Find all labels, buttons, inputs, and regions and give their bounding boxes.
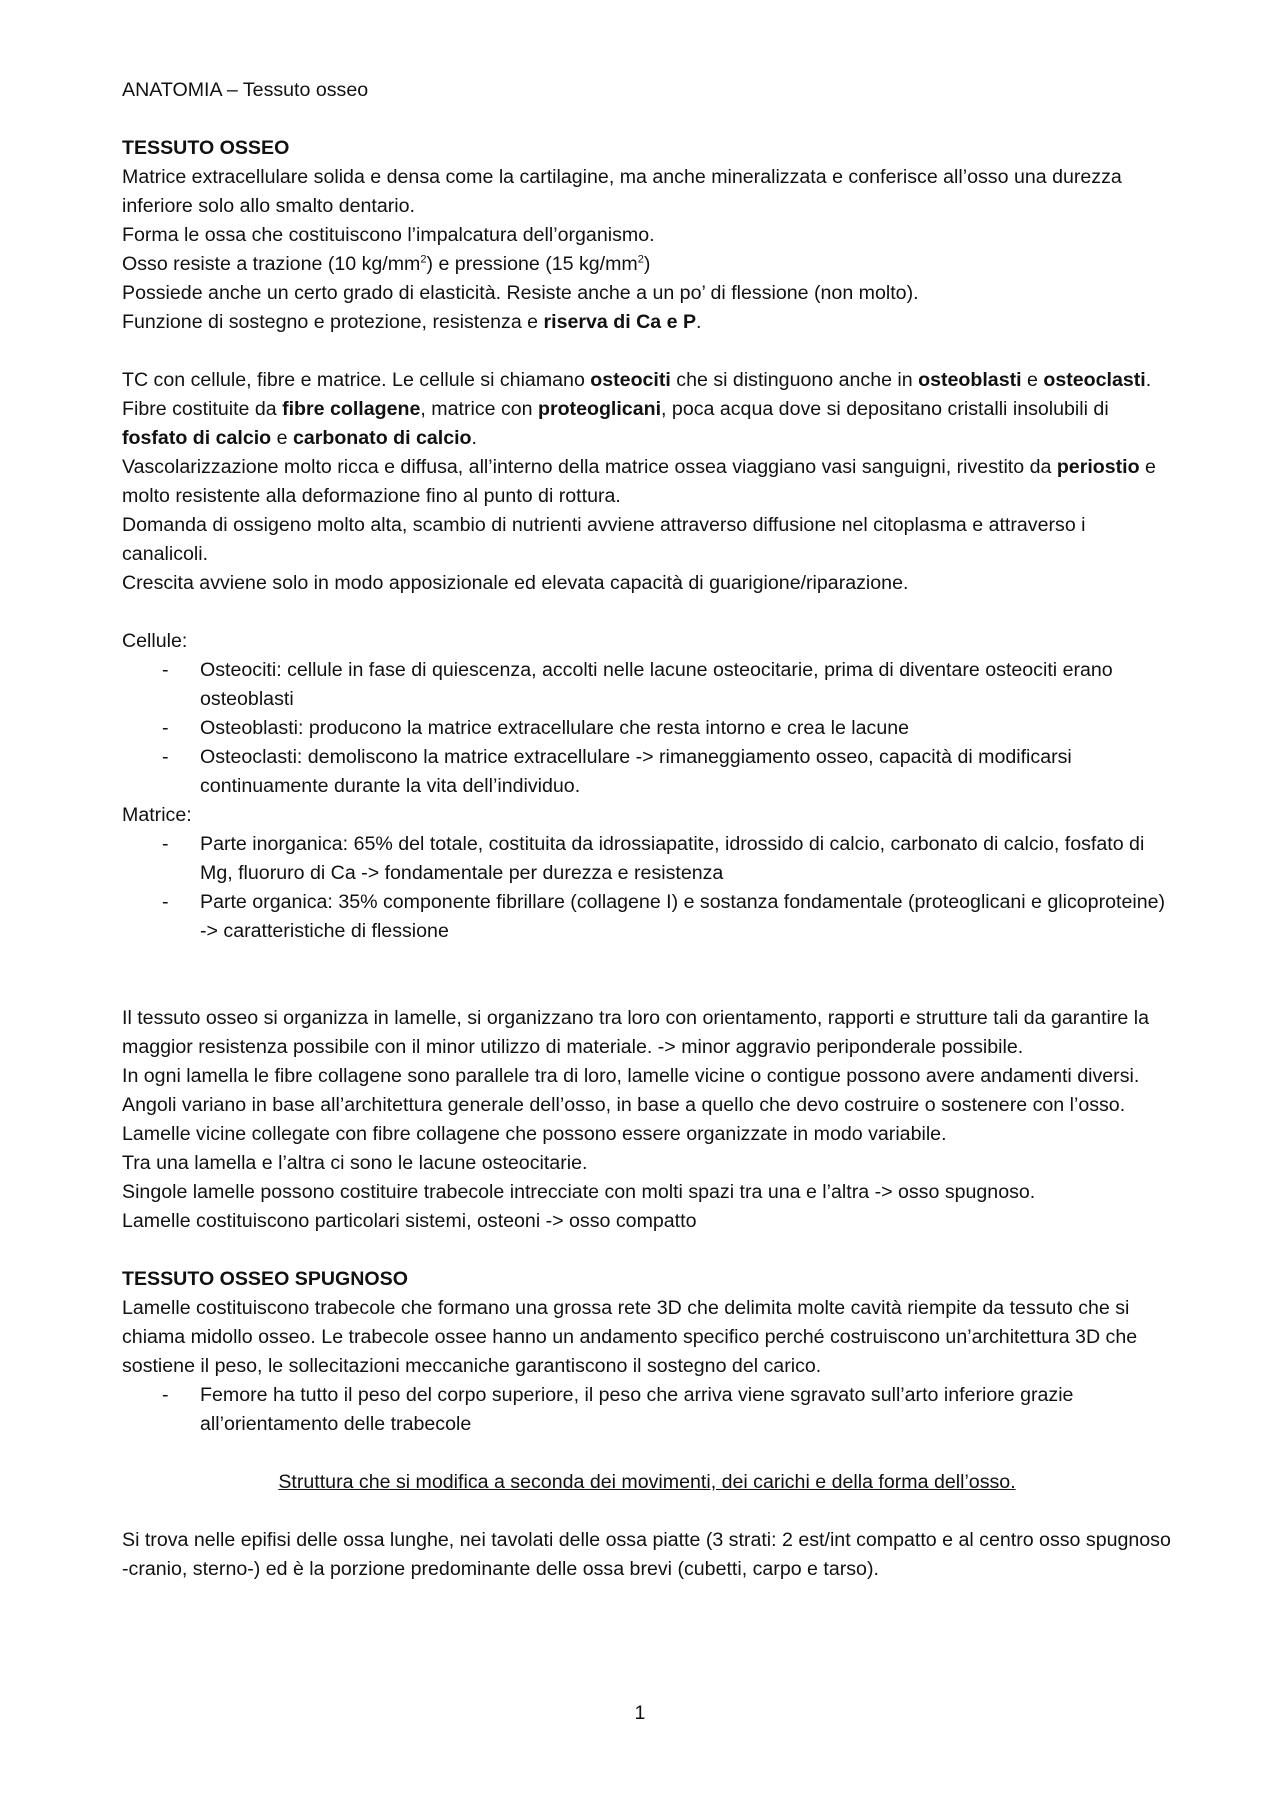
composition-block [122, 366, 1172, 598]
cells-list [122, 656, 1172, 801]
paragraph [122, 453, 1172, 511]
paragraph: Si trova nelle epifisi delle ossa lunghe, nei tavolati delle ossa piatte (3 strati: 2 est/int compatto e al centro osso spugnoso -cranio, sterno-) ed è la porzione predominante delle ossa brevi (cubetti, carpo e tarso). [122, 1529, 1171, 1580]
text-run: . [696, 311, 702, 333]
text-run: Osso resiste a trazione (10 kg/mm [122, 253, 421, 275]
list-label: Matrice: [122, 804, 192, 826]
list-item-text: Femore ha tutto il peso del corpo superiore, il peso che arriva viene sgravato sull’arto inferiore grazie all’orientamento delle trabecole [200, 1384, 1074, 1435]
paragraph: Singole lamelle possono costituire trabecole intrecciate con molti spazi tra una e l’altra -> osso spugnoso. [122, 1181, 1036, 1203]
dash-bullet: - [162, 833, 169, 855]
blank-line [122, 975, 1172, 1004]
section-title: TESSUTO OSSEO SPUGNOSO [122, 1268, 408, 1290]
document-header: ANATOMIA – Tessuto osseo [122, 79, 369, 101]
document-page [122, 76, 1172, 1584]
paragraph [122, 308, 1172, 337]
text-run: ) e pressione (15 kg/mm [426, 253, 638, 275]
paragraph: Lamelle costituiscono particolari sistemi, osteoni -> osso compatto [122, 1210, 697, 1232]
bold-term: fosfato di calcio [122, 427, 272, 449]
list-item [122, 656, 1172, 714]
dash-bullet: - [162, 891, 169, 913]
list-item [122, 743, 1172, 801]
text-run: ) [643, 253, 651, 275]
list-item-text: Osteoblasti: producono la matrice extracellulare che resta intorno e crea le lacune [200, 717, 910, 739]
list-label: Cellule: [122, 630, 188, 652]
paragraph: Il tessuto osseo si organizza in lamelle, si organizzano tra loro con orientamento, rapporti e strutture tali da garantire la maggior resistenza possibile con il minor utilizzo di materiale. -> minor aggravio periponderale possibile. [122, 1007, 1150, 1058]
spugnoso-list [122, 1381, 1172, 1439]
text-run: , matrice con [420, 398, 538, 420]
text-run: Funzione di sostegno e protezione, resistenza e [122, 311, 544, 333]
blank-line [122, 1439, 1172, 1468]
dash-bullet: - [162, 1384, 169, 1406]
section-title: TESSUTO OSSEO [122, 137, 290, 159]
paragraph: Possiede anche un certo grado di elasticità. Resiste anche a un po’ di flessione (non molto). [122, 282, 919, 304]
dash-bullet: - [162, 746, 169, 768]
text-run: che si distinguono anche in [670, 369, 919, 391]
list-item-text: Parte inorganica: 65% del totale, costituita da idrossiapatite, idrossido di calcio, carbonato di calcio, fosfato di Mg, fluoruro di Ca -> fondamentale per durezza e resistenza [200, 833, 1145, 884]
bold-term: osteoclasti [1043, 369, 1146, 391]
list-item-text: Osteociti: cellule in fase di quiescenza, accolti nelle lacune osteocitarie, prima di diventare osteociti erano osteoblasti [200, 659, 1113, 710]
paragraph: In ogni lamella le fibre collagene sono parallele tra di loro, lamelle vicine o contigue possono avere andamenti diversi. Angoli variano in base all’architettura generale dell’osso, in base a quello che devo costruire o sostenere con l’osso. Lamelle vicine collegate con fibre collagene che possono essere organizzate in modo variabile. [122, 1065, 1140, 1145]
dash-bullet: - [162, 659, 169, 681]
blank-line [122, 1497, 1172, 1526]
superscript: 2 [637, 253, 644, 266]
page-number: 1 [634, 1702, 646, 1724]
superscript: 2 [420, 253, 427, 266]
blank-line [122, 1236, 1172, 1265]
text-run: e [271, 427, 293, 449]
bold-term: fibre collagene [282, 398, 421, 420]
paragraph: Matrice extracellulare solida e densa come la cartilagine, ma anche mineralizzata e conferisce all’osso una durezza inferiore solo allo smalto dentario. [122, 166, 1122, 217]
blank-line [122, 946, 1172, 975]
text-run: . [471, 427, 477, 449]
text-run: . Fibre costituite da [122, 369, 1152, 420]
bold-term: periostio [1056, 456, 1140, 478]
blank-line [122, 337, 1172, 366]
section-spugnoso [122, 1265, 1172, 1584]
paragraph: Forma le ossa che costituiscono l’impalcatura dell’organismo. [122, 224, 655, 246]
bold-term: riserva di Ca e P [543, 311, 697, 333]
bold-term: carbonato di calcio [292, 427, 472, 449]
list-item-text: Parte organica: 35% componente fibrillare (collagene I) e sostanza fondamentale (proteoglicani e glicoproteine) -> caratteristiche di flessione [200, 891, 1166, 942]
text-run: e [1021, 369, 1044, 391]
paragraph [122, 366, 1172, 453]
dash-bullet: - [162, 717, 169, 739]
underlined-note: Struttura che si modifica a seconda dei movimenti, dei carichi e della forma dell’osso. [278, 1471, 1016, 1493]
list-item [122, 714, 1172, 743]
bold-term: osteoblasti [918, 369, 1022, 391]
matrix-list [122, 830, 1172, 946]
paragraph: Crescita avviene solo in modo apposizionale ed elevata capacità di guarigione/riparazione. [122, 572, 909, 594]
list-item [122, 830, 1172, 888]
cells-block [122, 627, 1172, 946]
section-tessuto-osseo [122, 134, 1172, 337]
paragraph: Lamelle costituiscono trabecole che formano una grossa rete 3D che delimita molte cavità riempite da tessuto che si chiama midollo osseo. Le trabecole ossee hanno un andamento specifico perché costruiscono un’architettura 3D che sostiene il peso, le sollecitazioni meccaniche garantiscono il sostegno del carico. [122, 1297, 1138, 1377]
paragraph: Domanda di ossigeno molto alta, scambio di nutrienti avviene attraverso diffusione nel citoplasma e attraverso i canalicoli. [122, 514, 1086, 565]
text-run: , poca acqua dove si depositano cristalli insolubili di [661, 398, 1109, 420]
blank-line [122, 598, 1172, 627]
list-item [122, 1381, 1172, 1439]
text-run: Vascolarizzazione molto ricca e diffusa, all’interno della matrice ossea viaggiano vasi sanguigni, rivestito da [122, 456, 1057, 478]
lamellae-block [122, 1004, 1172, 1236]
bold-term: proteoglicani [538, 398, 662, 420]
text-run: TC con cellule, fibre e matrice. Le cellule si chiamano [122, 369, 591, 391]
text-run: e molto resistente alla deformazione fino al punto di rottura. [122, 456, 1156, 507]
list-item [122, 888, 1172, 946]
list-item-text: Osteoclasti: demoliscono la matrice extracellulare -> rimaneggiamento osseo, capacità di modificarsi continuamente durante la vita dell’individuo. [200, 746, 1072, 797]
paragraph: Tra una lamella e l’altra ci sono le lacune osteocitarie. [122, 1152, 588, 1174]
bold-term: osteociti [590, 369, 671, 391]
paragraph [122, 250, 1172, 279]
